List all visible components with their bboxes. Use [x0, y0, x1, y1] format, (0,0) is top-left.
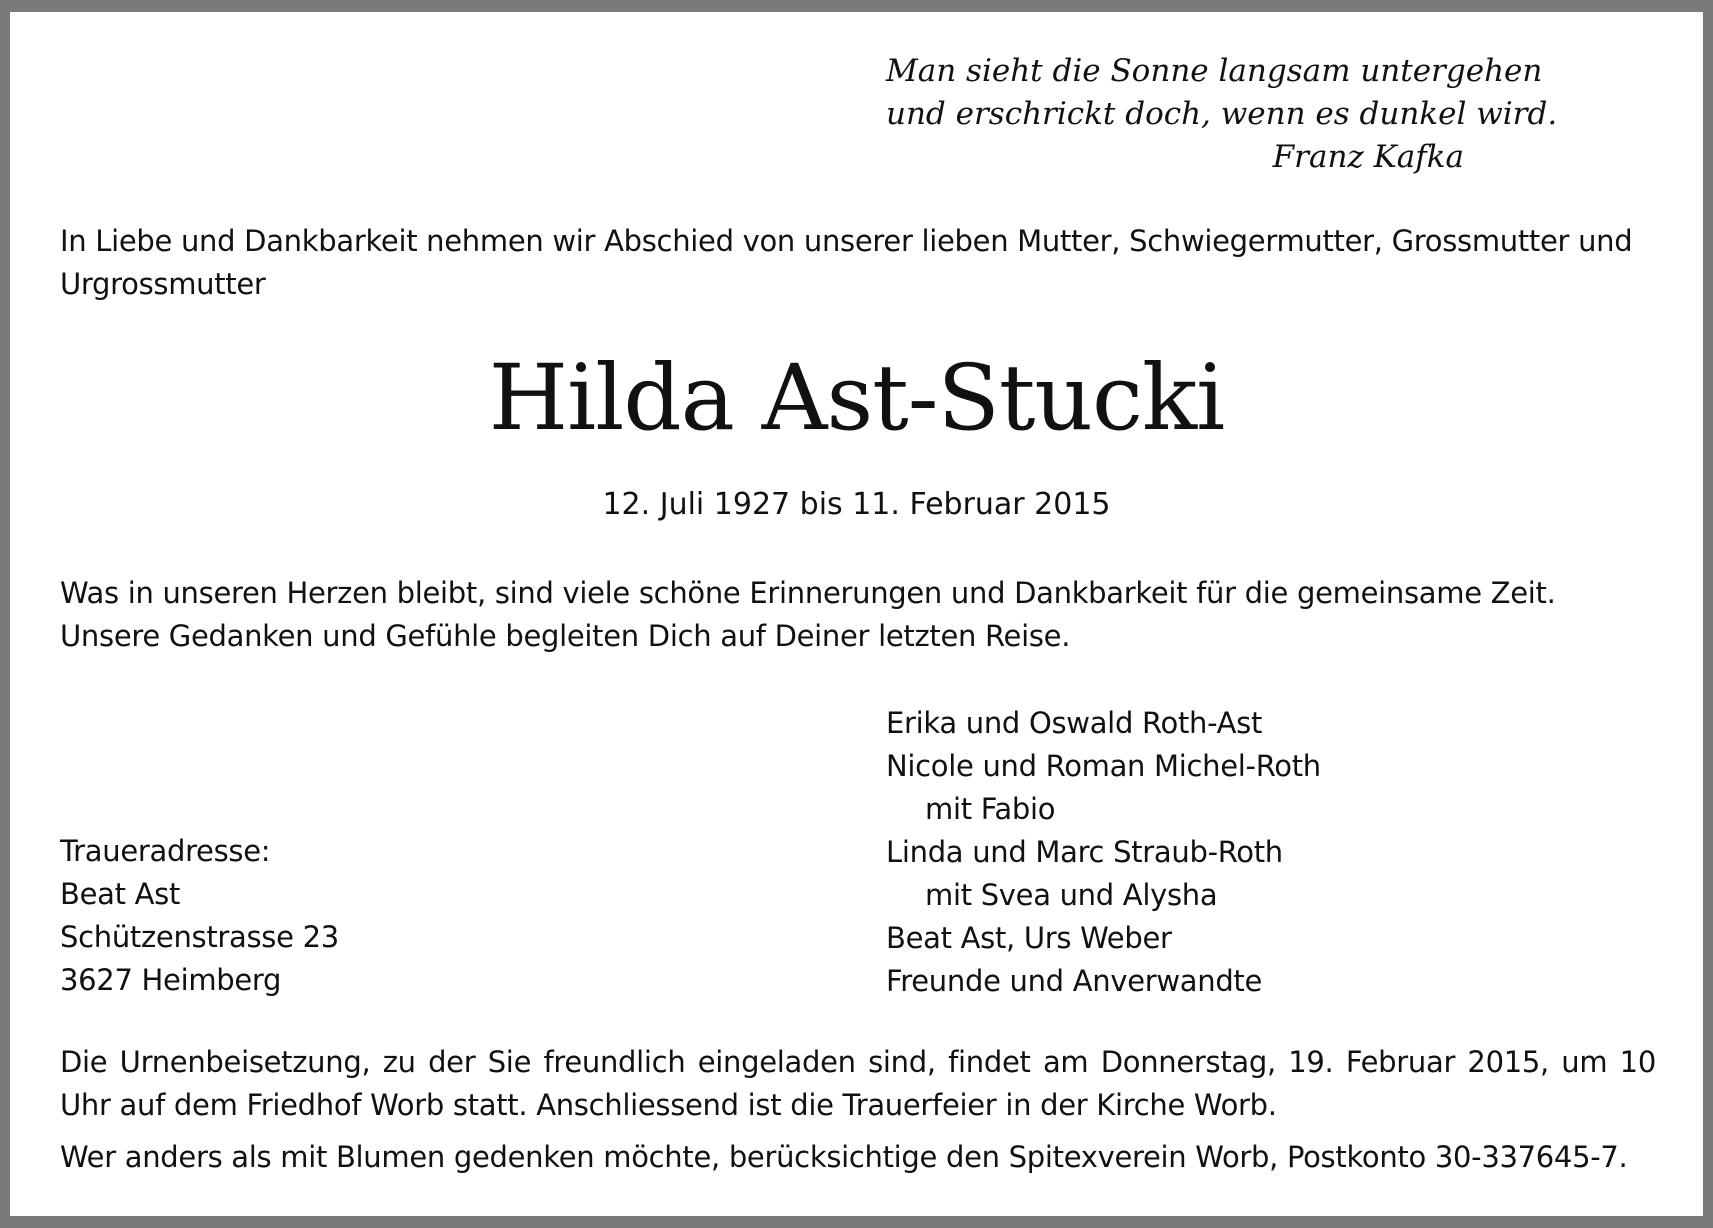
mourner-line: mit Fabio: [925, 792, 1056, 826]
address-name: Beat Ast: [60, 877, 181, 911]
mourning-address: [60, 830, 339, 1002]
mourner-line: Beat Ast, Urs Weber: [886, 921, 1172, 955]
life-dates: 12. Juli 1927 bis 11. Februar 2015: [602, 487, 1111, 522]
mourner-line: mit Svea und Alysha: [925, 878, 1218, 912]
address-street: Schützenstrasse 23: [60, 920, 339, 954]
deceased-name: Hilda Ast-Stucki: [488, 346, 1225, 451]
intro-text: In Liebe und Dankbarkeit nehmen wir Abschied von unserer lieben Mutter, Schwiegermutter, Grossmutter und Urgrossmutter: [60, 224, 1633, 301]
obituary-notice: [10, 12, 1703, 1216]
mourner-line: Linda und Marc Straub-Roth: [886, 835, 1283, 869]
mourner-line: Nicole und Roman Michel-Roth: [886, 749, 1321, 783]
donation-text: Wer anders als mit Blumen gedenken möchte, berücksichtige den Spitexverein Worb, Postkonto 30-337645-7.: [60, 1140, 1628, 1174]
mourner-line: Erika und Oswald Roth-Ast: [886, 706, 1263, 740]
memory-line-1: Was in unseren Herzen bleibt, sind viele schöne Erinnerungen und Dankbarkeit für die gemeinsame Zeit.: [60, 576, 1556, 610]
epigraph-quote: [886, 50, 1558, 179]
quote-line-1: Man sieht die Sonne langsam untergehen: [886, 53, 1543, 89]
memory-line-2: Unsere Gedanken und Gefühle begleiten Dich auf Deiner letzten Reise.: [60, 619, 1071, 653]
ceremony-text: Die Urnenbeisetzung, zu der Sie freundlich eingeladen sind, findet am Donnerstag, 19. Februar 2015, um 10 Uhr auf dem Friedhof Worb statt. Anschliessend ist die Trauerfeier in der Kirche Worb.: [60, 1045, 1656, 1122]
mourner-line: Freunde und Anverwandte: [886, 964, 1263, 998]
address-city: 3627 Heimberg: [60, 963, 282, 997]
quote-author: Franz Kafka: [1272, 139, 1464, 175]
quote-line-2: und erschrickt doch, wenn es dunkel wird.: [886, 96, 1558, 132]
mourners-list: [886, 702, 1321, 1003]
address-label: Traueradresse:: [60, 834, 271, 868]
memory-text: [60, 572, 1656, 658]
